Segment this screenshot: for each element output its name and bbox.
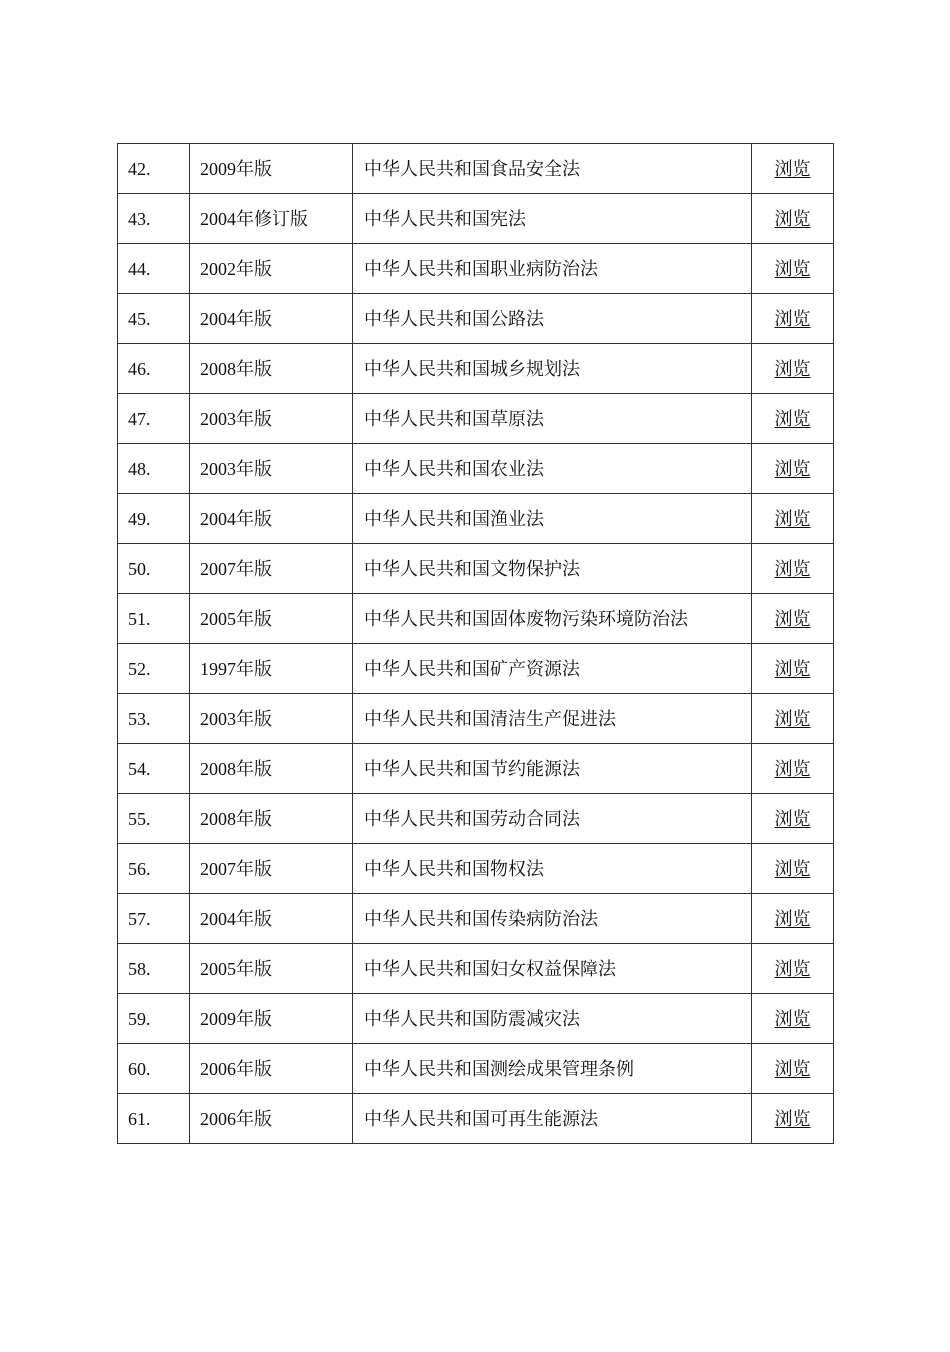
law-title: 中华人民共和国可再生能源法 bbox=[364, 1108, 598, 1129]
title-cell bbox=[353, 894, 752, 944]
link-cell bbox=[752, 1044, 834, 1094]
link-cell bbox=[752, 394, 834, 444]
view-link[interactable]: 浏览 bbox=[774, 308, 811, 329]
view-link[interactable]: 浏览 bbox=[774, 808, 811, 829]
link-cell bbox=[752, 344, 834, 394]
row-number-cell bbox=[118, 144, 190, 194]
view-link[interactable]: 浏览 bbox=[774, 1058, 811, 1079]
table-row bbox=[118, 994, 834, 1044]
link-cell bbox=[752, 194, 834, 244]
law-version: 2002年版 bbox=[200, 258, 272, 279]
row-number-cell bbox=[118, 544, 190, 594]
law-title: 中华人民共和国固体废物污染环境防治法 bbox=[364, 608, 688, 629]
table-row bbox=[118, 444, 834, 494]
law-version: 2003年版 bbox=[200, 408, 272, 429]
row-number-cell bbox=[118, 994, 190, 1044]
table-row bbox=[118, 594, 834, 644]
law-version: 2008年版 bbox=[200, 808, 272, 829]
version-cell bbox=[190, 144, 353, 194]
row-number-cell bbox=[118, 494, 190, 544]
version-cell bbox=[190, 444, 353, 494]
title-cell bbox=[353, 1044, 752, 1094]
view-link[interactable]: 浏览 bbox=[774, 958, 811, 979]
row-number-cell bbox=[118, 844, 190, 894]
table-row bbox=[118, 194, 834, 244]
law-version: 2004年版 bbox=[200, 508, 272, 529]
row-number: 45. bbox=[128, 308, 151, 329]
row-number: 57. bbox=[128, 908, 151, 929]
law-table-body bbox=[118, 144, 834, 1144]
law-version: 2004年版 bbox=[200, 908, 272, 929]
law-version: 2003年版 bbox=[200, 708, 272, 729]
row-number: 54. bbox=[128, 758, 151, 779]
link-cell bbox=[752, 744, 834, 794]
law-version: 2004年修订版 bbox=[200, 208, 308, 229]
table-row bbox=[118, 494, 834, 544]
title-cell bbox=[353, 294, 752, 344]
row-number-cell bbox=[118, 394, 190, 444]
version-cell bbox=[190, 694, 353, 744]
law-title: 中华人民共和国清洁生产促进法 bbox=[364, 708, 616, 729]
view-link[interactable]: 浏览 bbox=[774, 358, 811, 379]
table-row bbox=[118, 144, 834, 194]
version-cell bbox=[190, 544, 353, 594]
law-title: 中华人民共和国妇女权益保障法 bbox=[364, 958, 616, 979]
view-link[interactable]: 浏览 bbox=[774, 1108, 811, 1129]
title-cell bbox=[353, 394, 752, 444]
version-cell bbox=[190, 594, 353, 644]
title-cell bbox=[353, 994, 752, 1044]
view-link[interactable]: 浏览 bbox=[774, 858, 811, 879]
version-cell bbox=[190, 1044, 353, 1094]
title-cell bbox=[353, 694, 752, 744]
link-cell bbox=[752, 894, 834, 944]
law-version: 2007年版 bbox=[200, 558, 272, 579]
title-cell bbox=[353, 1094, 752, 1144]
row-number: 58. bbox=[128, 958, 151, 979]
law-version: 1997年版 bbox=[200, 658, 272, 679]
table-row bbox=[118, 894, 834, 944]
version-cell bbox=[190, 344, 353, 394]
row-number: 60. bbox=[128, 1058, 151, 1079]
version-cell bbox=[190, 394, 353, 444]
table-row bbox=[118, 1094, 834, 1144]
law-version: 2007年版 bbox=[200, 858, 272, 879]
link-cell bbox=[752, 944, 834, 994]
law-version: 2005年版 bbox=[200, 608, 272, 629]
link-cell bbox=[752, 544, 834, 594]
law-version: 2006年版 bbox=[200, 1108, 272, 1129]
row-number: 46. bbox=[128, 358, 151, 379]
title-cell bbox=[353, 944, 752, 994]
law-title: 中华人民共和国物权法 bbox=[364, 858, 544, 879]
title-cell bbox=[353, 744, 752, 794]
law-title: 中华人民共和国传染病防治法 bbox=[364, 908, 598, 929]
version-cell bbox=[190, 294, 353, 344]
link-cell bbox=[752, 244, 834, 294]
view-link[interactable]: 浏览 bbox=[774, 258, 811, 279]
row-number: 43. bbox=[128, 208, 151, 229]
title-cell bbox=[353, 494, 752, 544]
title-cell bbox=[353, 794, 752, 844]
version-cell bbox=[190, 894, 353, 944]
law-title: 中华人民共和国宪法 bbox=[364, 208, 526, 229]
row-number-cell bbox=[118, 444, 190, 494]
table-row bbox=[118, 1044, 834, 1094]
row-number-cell bbox=[118, 794, 190, 844]
row-number: 52. bbox=[128, 658, 151, 679]
row-number-cell bbox=[118, 244, 190, 294]
version-cell bbox=[190, 244, 353, 294]
law-table bbox=[117, 143, 834, 1144]
row-number-cell bbox=[118, 894, 190, 944]
row-number-cell bbox=[118, 744, 190, 794]
link-cell bbox=[752, 144, 834, 194]
link-cell bbox=[752, 694, 834, 744]
row-number: 47. bbox=[128, 408, 151, 429]
law-title: 中华人民共和国文物保护法 bbox=[364, 558, 580, 579]
table-row bbox=[118, 394, 834, 444]
link-cell bbox=[752, 994, 834, 1044]
view-link[interactable]: 浏览 bbox=[774, 558, 811, 579]
row-number: 48. bbox=[128, 458, 151, 479]
table-row bbox=[118, 694, 834, 744]
law-title: 中华人民共和国草原法 bbox=[364, 408, 544, 429]
link-cell bbox=[752, 844, 834, 894]
row-number: 55. bbox=[128, 808, 151, 829]
version-cell bbox=[190, 1094, 353, 1144]
view-link[interactable]: 浏览 bbox=[774, 608, 811, 629]
version-cell bbox=[190, 494, 353, 544]
law-title: 中华人民共和国劳动合同法 bbox=[364, 808, 580, 829]
row-number: 50. bbox=[128, 558, 151, 579]
law-title: 中华人民共和国公路法 bbox=[364, 308, 544, 329]
law-title: 中华人民共和国渔业法 bbox=[364, 508, 544, 529]
title-cell bbox=[353, 244, 752, 294]
view-link[interactable]: 浏览 bbox=[774, 658, 811, 679]
row-number-cell bbox=[118, 594, 190, 644]
title-cell bbox=[353, 344, 752, 394]
law-version: 2004年版 bbox=[200, 308, 272, 329]
law-title: 中华人民共和国职业病防治法 bbox=[364, 258, 598, 279]
law-title: 中华人民共和国矿产资源法 bbox=[364, 658, 580, 679]
law-version: 2003年版 bbox=[200, 458, 272, 479]
title-cell bbox=[353, 844, 752, 894]
view-link[interactable]: 浏览 bbox=[774, 458, 811, 479]
view-link[interactable]: 浏览 bbox=[774, 508, 811, 529]
link-cell bbox=[752, 794, 834, 844]
law-version: 2009年版 bbox=[200, 1008, 272, 1029]
view-link[interactable]: 浏览 bbox=[774, 908, 811, 929]
row-number: 53. bbox=[128, 708, 151, 729]
view-link[interactable]: 浏览 bbox=[774, 408, 811, 429]
title-cell bbox=[353, 444, 752, 494]
row-number: 51. bbox=[128, 608, 151, 629]
view-link[interactable]: 浏览 bbox=[774, 708, 811, 729]
row-number-cell bbox=[118, 344, 190, 394]
law-title: 中华人民共和国食品安全法 bbox=[364, 158, 580, 179]
row-number-cell bbox=[118, 694, 190, 744]
row-number: 59. bbox=[128, 1008, 151, 1029]
title-cell bbox=[353, 194, 752, 244]
version-cell bbox=[190, 844, 353, 894]
row-number-cell bbox=[118, 944, 190, 994]
row-number-cell bbox=[118, 1094, 190, 1144]
row-number-cell bbox=[118, 294, 190, 344]
row-number-cell bbox=[118, 1044, 190, 1094]
version-cell bbox=[190, 194, 353, 244]
law-version: 2009年版 bbox=[200, 158, 272, 179]
link-cell bbox=[752, 1094, 834, 1144]
table-row bbox=[118, 344, 834, 394]
row-number-cell bbox=[118, 194, 190, 244]
row-number: 56. bbox=[128, 858, 151, 879]
table-row bbox=[118, 244, 834, 294]
table-row bbox=[118, 544, 834, 594]
view-link[interactable]: 浏览 bbox=[774, 1008, 811, 1029]
link-cell bbox=[752, 294, 834, 344]
title-cell bbox=[353, 644, 752, 694]
table-row bbox=[118, 844, 834, 894]
law-version: 2008年版 bbox=[200, 758, 272, 779]
version-cell bbox=[190, 744, 353, 794]
link-cell bbox=[752, 444, 834, 494]
row-number: 61. bbox=[128, 1108, 151, 1129]
table-row bbox=[118, 294, 834, 344]
row-number: 42. bbox=[128, 158, 151, 179]
table-row bbox=[118, 794, 834, 844]
law-title: 中华人民共和国测绘成果管理条例 bbox=[364, 1058, 634, 1079]
link-cell bbox=[752, 644, 834, 694]
link-cell bbox=[752, 594, 834, 644]
law-title: 中华人民共和国农业法 bbox=[364, 458, 544, 479]
view-link[interactable]: 浏览 bbox=[774, 158, 811, 179]
row-number-cell bbox=[118, 644, 190, 694]
link-cell bbox=[752, 494, 834, 544]
row-number: 49. bbox=[128, 508, 151, 529]
law-title: 中华人民共和国防震减灾法 bbox=[364, 1008, 580, 1029]
title-cell bbox=[353, 144, 752, 194]
table-row bbox=[118, 744, 834, 794]
law-version: 2006年版 bbox=[200, 1058, 272, 1079]
law-title: 中华人民共和国节约能源法 bbox=[364, 758, 580, 779]
title-cell bbox=[353, 594, 752, 644]
law-version: 2008年版 bbox=[200, 358, 272, 379]
view-link[interactable]: 浏览 bbox=[774, 208, 811, 229]
law-version: 2005年版 bbox=[200, 958, 272, 979]
version-cell bbox=[190, 944, 353, 994]
view-link[interactable]: 浏览 bbox=[774, 758, 811, 779]
version-cell bbox=[190, 794, 353, 844]
version-cell bbox=[190, 644, 353, 694]
table-row bbox=[118, 944, 834, 994]
version-cell bbox=[190, 994, 353, 1044]
title-cell bbox=[353, 544, 752, 594]
table-row bbox=[118, 644, 834, 694]
law-title: 中华人民共和国城乡规划法 bbox=[364, 358, 580, 379]
row-number: 44. bbox=[128, 258, 151, 279]
